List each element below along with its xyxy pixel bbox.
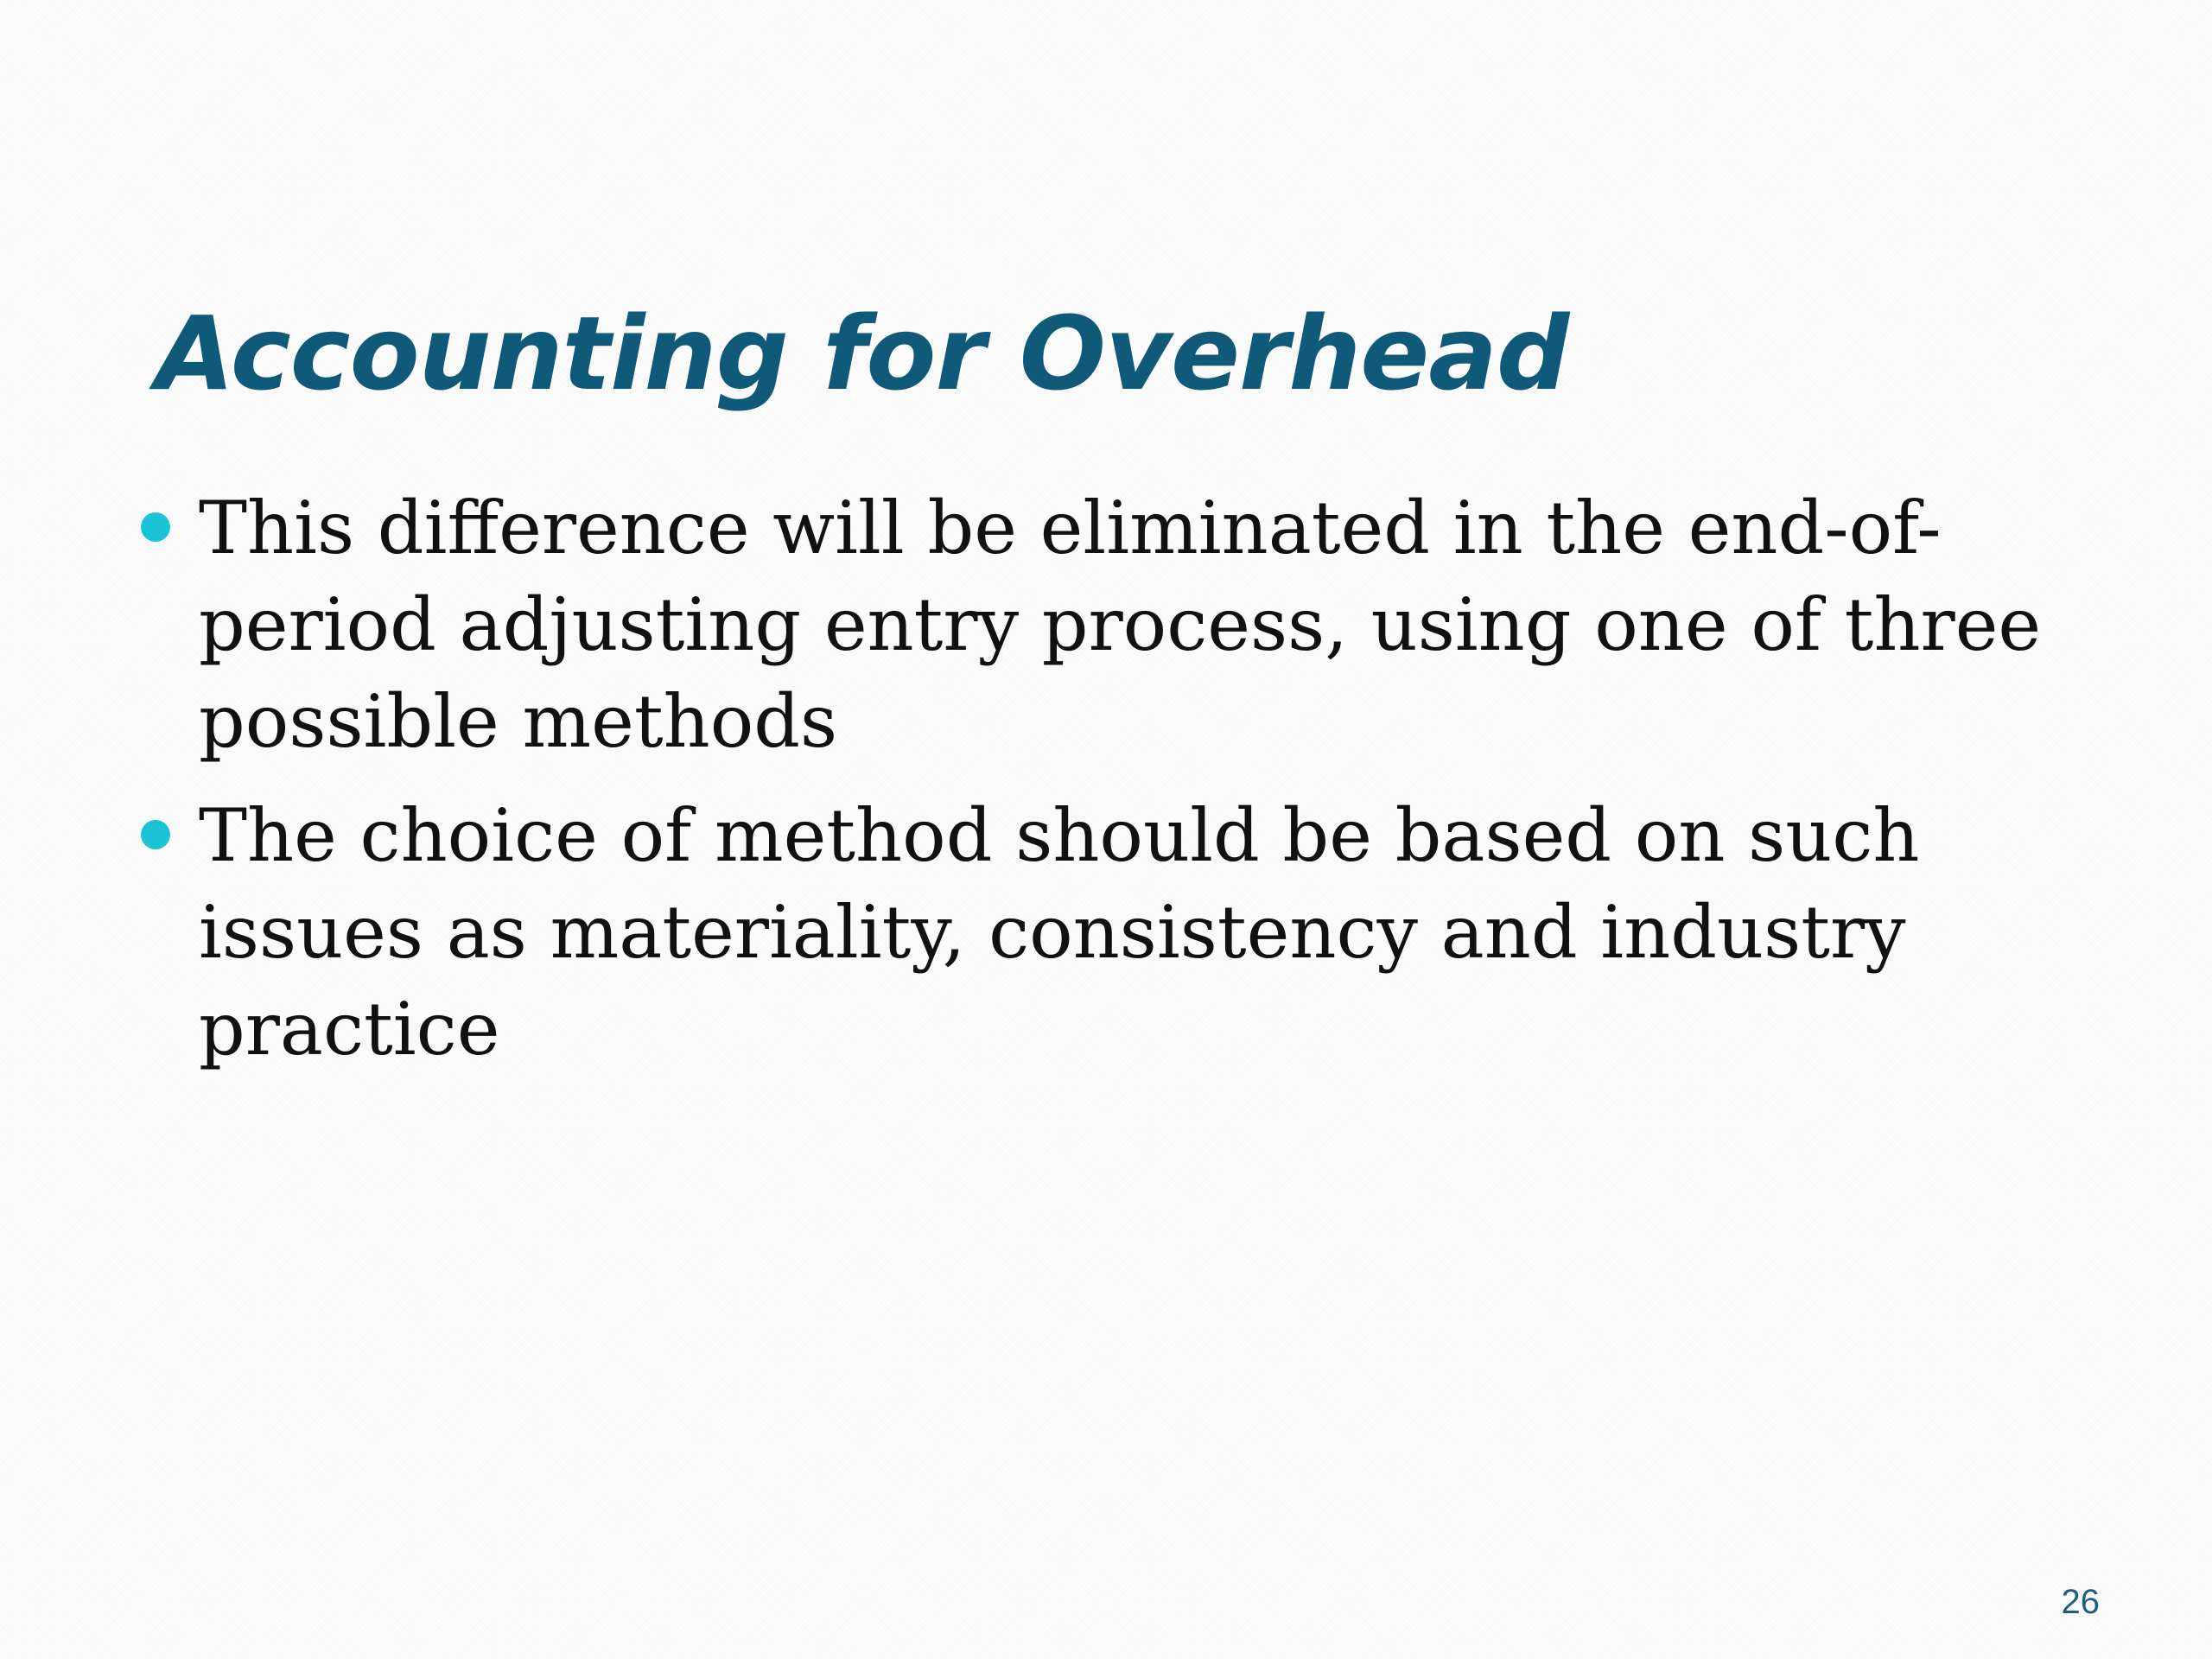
- slide-page-number: 26: [2061, 1583, 2100, 1621]
- bullet-item: [134, 787, 2087, 1077]
- bullet-text: The choice of method should be based on such issues as materiality, consistency and industry practice: [199, 793, 1920, 1071]
- bullet-list: [134, 480, 2087, 1095]
- bullet-item: [134, 480, 2087, 770]
- bullet-text: This difference will be eliminated in the end-of-period adjusting entry process, using one of three possible methods: [199, 486, 2042, 764]
- bullet-dot-icon: [141, 512, 170, 542]
- bullet-dot-icon: [141, 820, 170, 849]
- slide-title: Accounting for Overhead: [156, 294, 1569, 413]
